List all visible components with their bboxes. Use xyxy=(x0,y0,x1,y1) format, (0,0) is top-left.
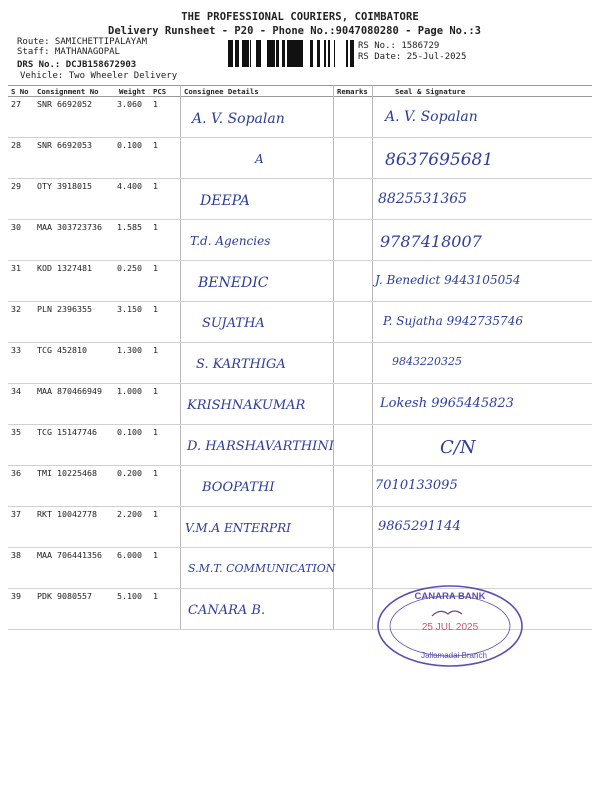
row-divider xyxy=(8,219,592,220)
row-divider xyxy=(8,547,592,548)
col-sno: S No xyxy=(11,87,29,96)
row-consignment-no: TMI 10225468 xyxy=(37,468,97,478)
row-sno: 29 xyxy=(11,181,21,191)
row-consignment-no: MAA 303723736 xyxy=(37,222,102,232)
row-consignee-handwritten: V.M.A ENTERPRI xyxy=(185,521,291,535)
row-sno: 33 xyxy=(11,345,21,355)
row-weight: 0.250 xyxy=(117,263,142,273)
row-signature-handwritten: C/N xyxy=(440,437,476,458)
row-consignee-handwritten: SUJATHA xyxy=(202,316,265,331)
row-consignment-no: RKT 10042778 xyxy=(37,509,97,519)
row-signature-handwritten: Lokesh 9965445823 xyxy=(380,396,514,411)
row-consignee-handwritten: D. HARSHAVARTHINI xyxy=(187,439,334,454)
rs-number: RS No.: 1586729 xyxy=(358,41,440,51)
row-signature-handwritten: 7010133095 xyxy=(375,478,458,493)
stamp-branch: Jallamadai Branch xyxy=(421,651,487,660)
row-pcs: 1 xyxy=(153,591,158,601)
row-divider xyxy=(8,424,592,425)
row-sno: 28 xyxy=(11,140,21,150)
row-consignee-handwritten: A. V. Sopalan xyxy=(192,111,285,127)
row-pcs: 1 xyxy=(153,550,158,560)
row-consignment-no: TCG 15147746 xyxy=(37,427,97,437)
row-weight: 0.200 xyxy=(117,468,142,478)
stamp-date: 25 JUL 2025 xyxy=(421,622,479,633)
row-weight: 1.000 xyxy=(117,386,142,396)
row-consignee-handwritten: CANARA B. xyxy=(188,603,266,618)
company-title: THE PROFESSIONAL COURIERS, COIMBATORE xyxy=(181,11,419,23)
rs-date: RS Date: 25-Jul-2025 xyxy=(358,52,467,62)
row-weight: 5.100 xyxy=(117,591,142,601)
row-weight: 3.150 xyxy=(117,304,142,314)
row-sno: 32 xyxy=(11,304,21,314)
row-divider xyxy=(8,260,592,261)
row-consignee-handwritten: DEEPA xyxy=(200,193,250,209)
row-weight: 0.100 xyxy=(117,140,142,150)
row-consignment-no: SNR 6692052 xyxy=(37,99,92,109)
table-top-border xyxy=(8,85,592,86)
row-consignee-handwritten: KRISHNAKUMAR xyxy=(187,398,306,413)
row-divider xyxy=(8,506,592,507)
row-divider xyxy=(8,342,592,343)
row-sno: 36 xyxy=(11,468,21,478)
barcode-icon xyxy=(228,40,354,67)
row-pcs: 1 xyxy=(153,99,158,109)
route-label: Route: SAMICHETTIPALAYAM xyxy=(17,37,148,47)
stamp-bank-name: CANARA BANK xyxy=(414,591,486,602)
row-pcs: 1 xyxy=(153,304,158,314)
row-signature-handwritten: P. Sujatha 9942735746 xyxy=(383,314,523,328)
row-weight: 1.300 xyxy=(117,345,142,355)
row-signature-handwritten: 9787418007 xyxy=(380,232,482,251)
row-consignee-handwritten: A xyxy=(255,152,264,166)
row-divider xyxy=(8,301,592,302)
row-consignee-handwritten: T.d. Agencies xyxy=(190,234,271,248)
row-consignment-no: PLN 2396355 xyxy=(37,304,92,314)
row-weight: 0.100 xyxy=(117,427,142,437)
row-consignee-handwritten: BENEDIC xyxy=(198,275,269,291)
vehicle-label: Vehicle: Two Wheeler Delivery xyxy=(20,71,178,81)
row-signature-handwritten: A. V. Sopalan xyxy=(385,109,478,125)
row-pcs: 1 xyxy=(153,345,158,355)
row-consignment-no: SNR 6692053 xyxy=(37,140,92,150)
row-weight: 3.060 xyxy=(117,99,142,109)
row-signature-handwritten: 9843220325 xyxy=(392,355,462,368)
row-pcs: 1 xyxy=(153,468,158,478)
row-consignment-no: KOD 1327481 xyxy=(37,263,92,273)
row-signature-handwritten: 9865291144 xyxy=(378,519,461,534)
row-consignment-no: OTY 3918015 xyxy=(37,181,92,191)
row-pcs: 1 xyxy=(153,509,158,519)
row-consignment-no: MAA 870466949 xyxy=(37,386,102,396)
row-consignee-handwritten: S. KARTHIGA xyxy=(196,357,286,372)
row-pcs: 1 xyxy=(153,181,158,191)
row-weight: 2.200 xyxy=(117,509,142,519)
row-consignment-no: TCG 452810 xyxy=(37,345,87,355)
row-sno: 37 xyxy=(11,509,21,519)
col-remarks: Remarks xyxy=(337,87,368,96)
divider xyxy=(372,85,373,630)
row-pcs: 1 xyxy=(153,386,158,396)
runsheet-title: Delivery Runsheet - P20 - Phone No.:9047080280 - Page No.:3 xyxy=(108,25,481,37)
col-consignment: Consignment No xyxy=(37,87,99,96)
divider xyxy=(333,85,334,630)
row-sno: 34 xyxy=(11,386,21,396)
row-sno: 31 xyxy=(11,263,21,273)
col-seal-signature: Seal & Signature xyxy=(395,87,466,96)
divider xyxy=(180,85,181,630)
drs-number: DRS No.: DCJB158672903 xyxy=(17,60,137,70)
row-pcs: 1 xyxy=(153,222,158,232)
row-consignee-handwritten: S.M.T. COMMUNICATION xyxy=(188,562,336,575)
col-pcs: PCS xyxy=(153,87,167,96)
row-divider xyxy=(8,178,592,179)
row-weight: 1.585 xyxy=(117,222,142,232)
bank-seal-stamp xyxy=(370,580,530,670)
row-sno: 35 xyxy=(11,427,21,437)
row-signature-handwritten: 8825531365 xyxy=(378,191,468,207)
col-weight: Weight xyxy=(119,87,146,96)
row-sno: 30 xyxy=(11,222,21,232)
row-divider xyxy=(8,383,592,384)
staff-label: Staff: MATHANAGOPAL xyxy=(17,47,120,57)
row-sno: 39 xyxy=(11,591,21,601)
row-weight: 4.400 xyxy=(117,181,142,191)
row-consignment-no: PDK 9080557 xyxy=(37,591,92,601)
row-signature-handwritten: 8637695681 xyxy=(385,150,494,170)
row-pcs: 1 xyxy=(153,427,158,437)
row-signature-handwritten: J. Benedict 9443105054 xyxy=(375,273,521,287)
row-divider xyxy=(8,465,592,466)
row-pcs: 1 xyxy=(153,140,158,150)
header-bottom-border xyxy=(8,96,592,97)
col-consignee: Consignee Details xyxy=(184,87,259,96)
row-sno: 38 xyxy=(11,550,21,560)
row-consignment-no: MAA 706441356 xyxy=(37,550,102,560)
row-pcs: 1 xyxy=(153,263,158,273)
row-consignee-handwritten: BOOPATHI xyxy=(202,480,275,495)
row-weight: 6.000 xyxy=(117,550,142,560)
row-divider xyxy=(8,137,592,138)
row-sno: 27 xyxy=(11,99,21,109)
